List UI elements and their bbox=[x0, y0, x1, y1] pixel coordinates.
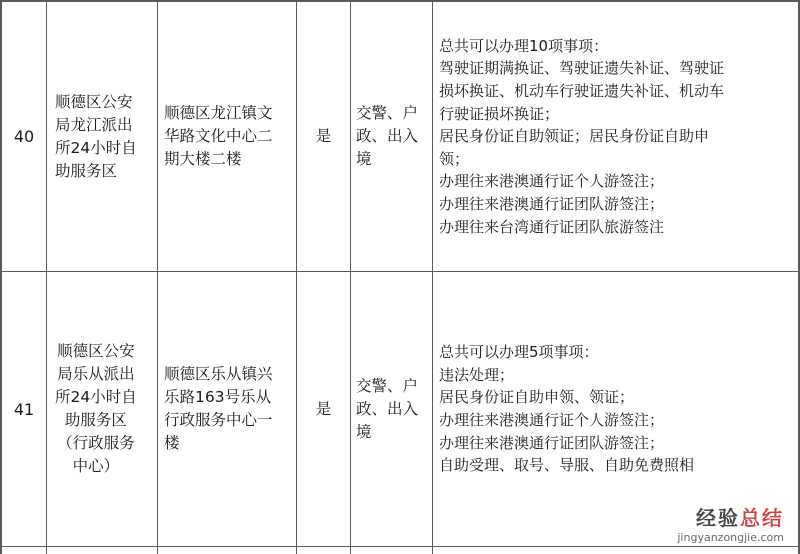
services-lines bbox=[439, 35, 724, 238]
location-name bbox=[47, 272, 157, 546]
watermark-title bbox=[677, 502, 784, 531]
location-name bbox=[47, 2, 157, 271]
watermark-title-part2: 总结 bbox=[740, 506, 784, 530]
open-24h-text: 是 bbox=[315, 399, 332, 418]
watermark bbox=[677, 502, 784, 544]
location-name-text: 顺德区公安 局乐从派出 所24小时自 助服务区 （行政服务 中心） bbox=[55, 342, 137, 475]
row-number bbox=[2, 272, 46, 546]
service-line: 行驶证损坏换证； bbox=[439, 104, 560, 123]
location-name-text: 顺德区公安 局龙江派出 所24小时自 助服务区 bbox=[55, 92, 137, 180]
services-list bbox=[433, 2, 798, 271]
open-24h bbox=[297, 272, 350, 546]
service-line: 办理往来港澳通行证团队游签注； bbox=[439, 433, 665, 452]
location-address bbox=[158, 272, 296, 546]
service-line: 领； bbox=[439, 149, 470, 168]
location-address-text: 顺德区龙江镇文 华路文化中心二 期大楼二楼 bbox=[164, 104, 273, 168]
service-line: 居民身份证自助领证；居民身份证自助申 bbox=[439, 127, 710, 146]
service-line: 总共可以办理5项事项： bbox=[439, 343, 599, 362]
row-divider bbox=[0, 546, 800, 547]
services-lines bbox=[439, 341, 694, 477]
location-address bbox=[158, 2, 296, 271]
service-line: 驾驶证期满换证、驾驶证遗失补证、驾驶证 bbox=[439, 59, 725, 78]
departments bbox=[351, 272, 432, 546]
watermark-url: jingyanzongjie.com bbox=[677, 531, 784, 544]
row-number-text: 40 bbox=[13, 127, 35, 146]
service-line: 办理往来港澳通行证个人游签注； bbox=[439, 172, 665, 191]
service-line: 损坏换证、机动车行驶证遗失补证、机动车 bbox=[439, 82, 725, 101]
service-line: 办理往来台湾通行证团队旅游签注 bbox=[439, 217, 665, 236]
departments-text: 交警、户 政、出入 境 bbox=[356, 104, 419, 168]
service-line: 办理往来港澳通行证个人游签注； bbox=[439, 411, 665, 429]
service-line: 总共可以办理10项事项： bbox=[439, 36, 609, 55]
departments-text: 交警、户 政、出入 境 bbox=[356, 376, 419, 441]
service-line: 自助受理、取号、导服、自助免费照相 bbox=[439, 456, 695, 475]
row-number bbox=[2, 2, 46, 271]
row-number-text: 41 bbox=[13, 399, 35, 419]
open-24h bbox=[297, 2, 350, 271]
location-address-text: 顺德区乐从镇兴 乐路163号乐从 行政服务中心一 楼 bbox=[164, 365, 273, 452]
open-24h-text: 是 bbox=[315, 127, 332, 145]
service-line: 办理往来港澳通行证团队游签注； bbox=[439, 194, 665, 213]
service-line: 居民身份证自助申领、领证； bbox=[439, 388, 635, 407]
watermark-title-part1: 经验 bbox=[696, 506, 740, 530]
service-line: 违法处理； bbox=[439, 365, 515, 384]
departments bbox=[351, 2, 432, 271]
